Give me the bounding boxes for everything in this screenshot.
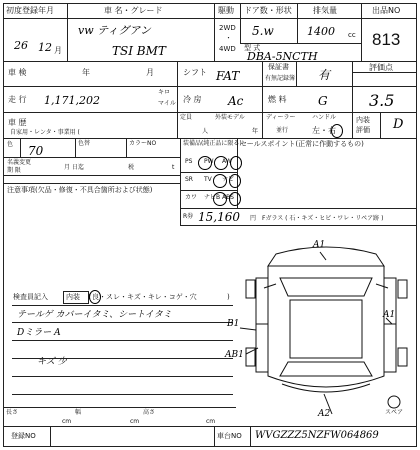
drive-label: 駆動	[218, 6, 234, 15]
warranty-value: 有	[318, 68, 331, 82]
inspection-year: 年	[82, 68, 90, 77]
equip-circle-navi-b	[213, 192, 227, 206]
interior-sub: 評価	[356, 126, 370, 134]
divider	[3, 138, 417, 139]
interior-value: D	[393, 117, 404, 132]
divider	[3, 61, 417, 62]
drive-4wd: 4WD	[219, 45, 236, 53]
inspector-note-3: キズ 少	[37, 357, 67, 367]
divider	[3, 183, 180, 184]
divider	[3, 112, 352, 113]
inspector-scale-open: (	[88, 293, 91, 301]
lot-label: 出品NO	[372, 6, 401, 15]
divider	[180, 172, 237, 173]
chassis-number: WVGZZZ5NZFW064869	[255, 430, 379, 441]
history-sub: 自家用・レンタ・事業用 (	[10, 129, 80, 136]
mileage-label: 走 行	[8, 95, 27, 104]
divider	[180, 190, 237, 191]
divider	[380, 112, 381, 138]
chassis-label: 車台NO	[217, 432, 242, 440]
divider	[3, 407, 236, 408]
writing-line	[12, 376, 233, 377]
spare-tire-label: スペア	[385, 409, 404, 416]
first-reg-month: 12	[38, 41, 52, 54]
inspection-month: 月	[146, 68, 154, 77]
divider	[296, 61, 297, 86]
scale-circle	[89, 290, 101, 304]
mileage-value: 1,171,202	[44, 94, 100, 107]
divider	[250, 426, 251, 447]
color-label: 色	[7, 141, 14, 148]
capacity-label: 定員	[180, 114, 193, 121]
name-change-label: 名義変更	[7, 159, 32, 166]
model-code: DBA-5NCTH	[247, 50, 318, 63]
divider	[352, 112, 417, 113]
divider	[126, 138, 127, 157]
warranty-sub: 有無記録簿	[265, 75, 296, 82]
period-date-label: 月 日迄	[64, 164, 84, 171]
dealer-label: ディーラー	[266, 114, 296, 121]
divider	[3, 426, 417, 427]
damage-a1-right: A1	[383, 310, 396, 320]
handle-circle	[331, 124, 343, 138]
first-reg-label: 初度登録年月	[6, 6, 54, 15]
underline	[12, 305, 233, 306]
inspection-label: 車 検	[8, 68, 27, 77]
equip-tv: TV	[204, 176, 212, 183]
writing-line	[12, 394, 233, 395]
equip-circle-pw	[214, 156, 228, 170]
divider	[352, 72, 417, 73]
writing-line	[12, 340, 233, 341]
shift-value: FAT	[216, 69, 240, 83]
length-unit: cm	[62, 418, 72, 425]
divider	[240, 3, 241, 43]
writing-line	[12, 322, 233, 323]
divider	[20, 138, 21, 157]
car-no-label: カラーNO	[129, 140, 157, 147]
equip-ps: PS	[185, 158, 193, 165]
warranty-label: 保証書	[268, 63, 289, 71]
notes-label: 注意事項(欠品・修復・不具合箇所および状態)	[7, 186, 153, 194]
damage-ab1-left: AB1	[225, 350, 244, 360]
shift-label: シフト	[183, 68, 207, 77]
ac-label: 冷 房	[183, 95, 202, 104]
divider	[75, 138, 76, 157]
divider	[67, 3, 68, 61]
divider	[297, 3, 298, 43]
equip-circle-ps	[198, 156, 212, 170]
car-damage-diagram	[236, 226, 417, 426]
length-label: 長さ	[6, 409, 19, 416]
divider	[214, 426, 215, 447]
equipment-label: 装備品(純正品に限る)	[183, 140, 242, 147]
recycle-value: 15,160	[198, 210, 240, 224]
windshield-note: Fガラス ( 石・キズ・ヒビ・ワレ・リペア跡 )	[262, 215, 384, 222]
equip-aw: AW	[222, 158, 232, 165]
lot-number: 813	[372, 30, 401, 49]
displacement-value: 1400	[307, 25, 335, 38]
recycle-label: R券	[183, 213, 194, 220]
history-label: 車 歴	[8, 118, 27, 127]
equip-circle-abs	[229, 192, 241, 206]
equip-circle-aw	[230, 156, 242, 170]
recycle-unit: 円	[250, 215, 257, 222]
door-count: 5.w	[252, 24, 274, 38]
divider	[50, 426, 51, 447]
equip-pw: PW	[204, 158, 214, 165]
damage-b1-left: B1	[227, 319, 240, 329]
drive-dot: ・	[225, 34, 232, 42]
sales-point-label: セールスポイント(正常に作動するもの)	[240, 140, 364, 148]
divider	[177, 61, 178, 138]
height-label: 高さ	[143, 409, 156, 416]
tax-label: 税	[128, 164, 135, 171]
divider	[3, 86, 417, 87]
equip-leather: カワ	[185, 194, 198, 201]
height-unit: cm	[206, 418, 216, 425]
inspector-scale: 良・スレ・キズ・キレ・コゲ・穴	[92, 293, 197, 301]
width-unit: cm	[130, 418, 140, 425]
reg-no-label: 登録NO	[11, 432, 36, 440]
door-label: ドア数・形状	[244, 6, 292, 15]
damage-a1-front: A1	[313, 240, 326, 250]
divider	[180, 138, 181, 225]
fuel-label: 燃 料	[268, 95, 287, 104]
tax-unit: t	[172, 164, 175, 171]
score-label: 評価点	[369, 63, 393, 72]
equip-navi-b: ナビB	[204, 194, 221, 201]
color-code: 70	[28, 144, 44, 158]
period-label: 期 限	[7, 167, 21, 174]
divider	[214, 3, 215, 61]
divider	[262, 61, 263, 138]
car-name-label: 車 名・グレード	[104, 6, 163, 15]
capacity-unit: 人	[202, 128, 209, 135]
equip-sr: SR	[185, 176, 193, 183]
inspector-note-2: Dミラー A	[17, 328, 61, 338]
model-label: 型 式	[244, 44, 261, 52]
divider	[3, 18, 417, 19]
inspector-scale-close: )	[227, 293, 230, 301]
inspector-label: 検査員記入	[13, 293, 48, 301]
car-name: vw ティグアン	[78, 24, 151, 37]
equip-circle-navi	[229, 174, 241, 188]
divider	[180, 208, 417, 209]
divider	[361, 3, 362, 61]
first-reg-year: 26	[14, 39, 28, 52]
grade: TSI BMT	[112, 44, 166, 58]
displacement-label: 排気量	[313, 6, 337, 15]
damage-a2-rear: A2	[318, 409, 331, 419]
writing-line	[12, 358, 233, 359]
inspector-interior-word: 内装	[66, 293, 80, 301]
score-value: 3.5	[369, 91, 395, 110]
divider	[3, 175, 180, 176]
equip-abs: ABS	[222, 194, 234, 201]
fuel-value: G	[318, 94, 328, 108]
dealer-sub: 並行	[276, 127, 289, 134]
mile-label: マイル	[158, 100, 176, 107]
handle-label: ハンドル	[312, 114, 337, 121]
drive-2wd: 2WD	[219, 24, 236, 32]
cc-unit: cc	[348, 31, 356, 39]
equip-navi: ナビ	[222, 176, 235, 183]
color-change-label: 色替	[78, 140, 91, 147]
handle-value: 左・右	[312, 126, 336, 135]
interior-label: 内装	[356, 116, 370, 124]
inspector-note-1: テールゲ カバーイタミ、シートイタミ	[17, 310, 172, 320]
month-unit: 月	[54, 46, 62, 55]
ac-value: Ac	[228, 94, 244, 108]
exterior-unit: 年	[252, 128, 259, 135]
equip-circle-tv	[213, 174, 227, 188]
km-label: キロ	[158, 89, 171, 96]
width-label: 幅	[75, 409, 82, 416]
exterior-label: 外装モデル	[215, 114, 245, 121]
